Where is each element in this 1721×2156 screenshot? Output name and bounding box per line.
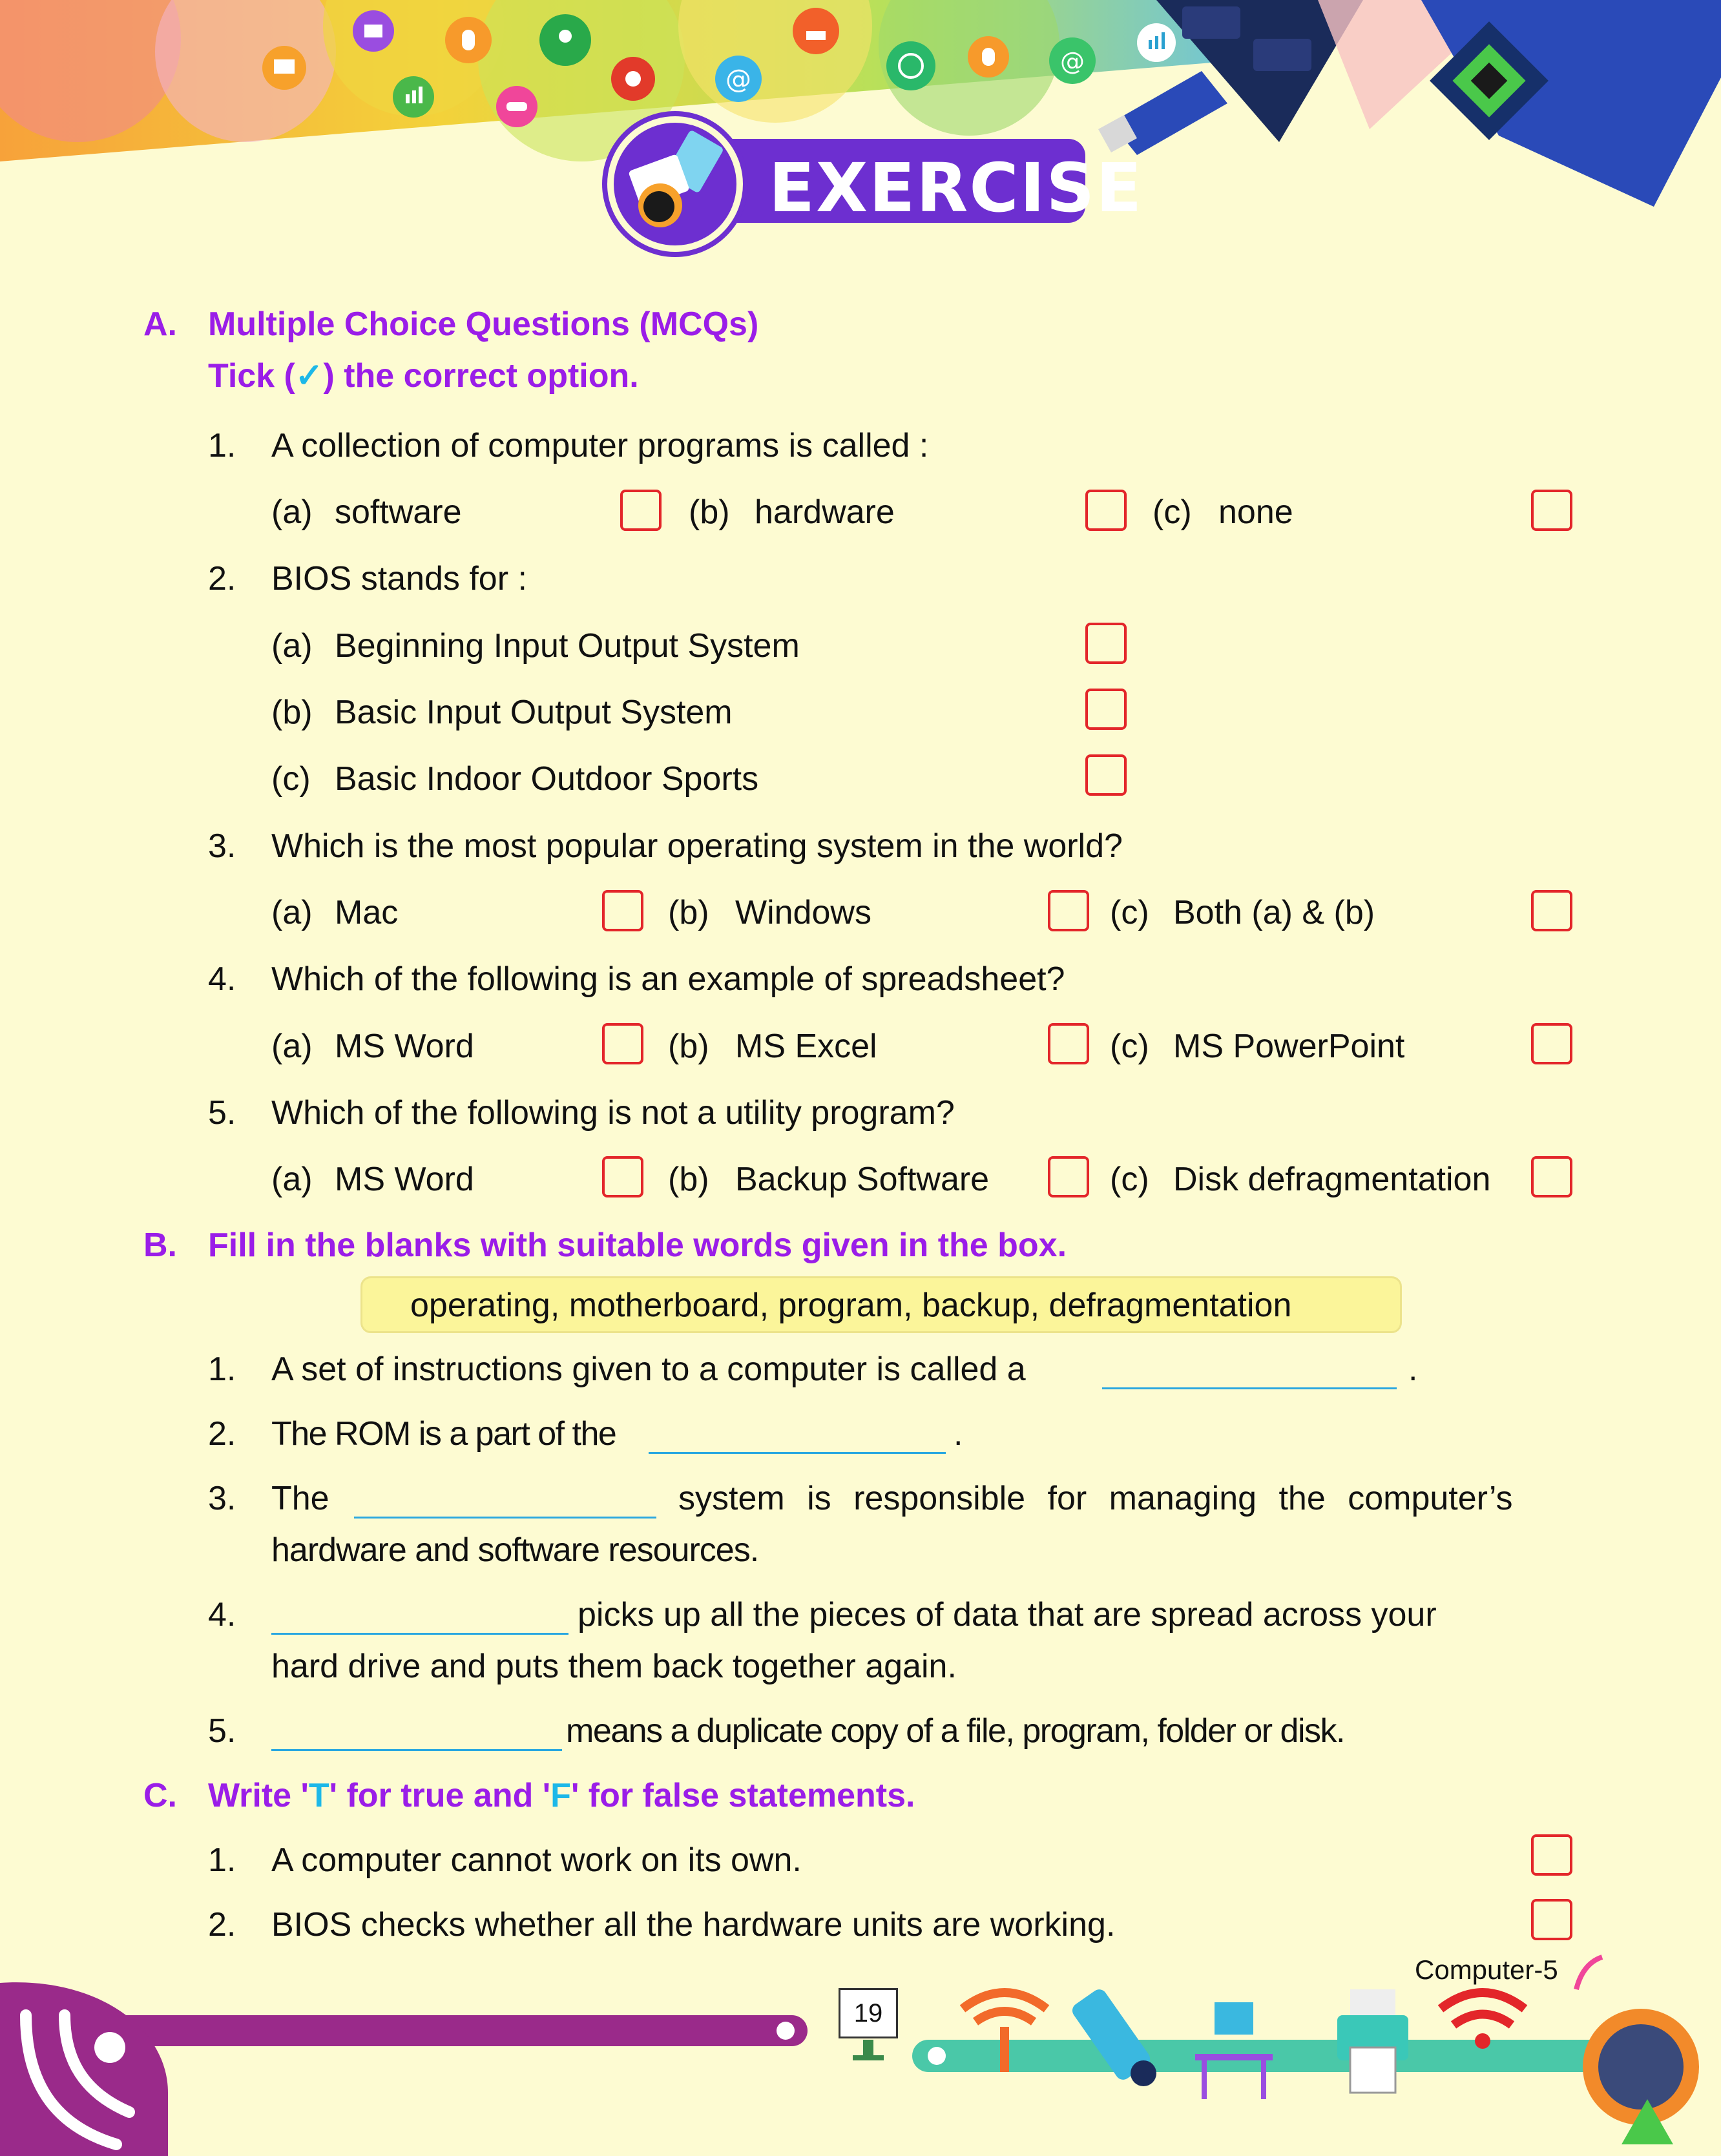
option-label: (a)	[271, 1028, 313, 1065]
statement-text: A computer cannot work on its own.	[271, 1841, 802, 1879]
gear-icon	[611, 57, 655, 101]
answer-checkbox[interactable]	[1048, 890, 1089, 931]
at-icon	[715, 56, 762, 102]
blank-text: means a duplicate copy of a file, program, folder or disk.	[566, 1712, 1344, 1750]
option-label: (a)	[271, 894, 313, 931]
exercise-title	[607, 116, 1143, 245]
section-a-instruction: Tick (✓) the correct option.	[208, 357, 639, 395]
answer-checkbox[interactable]	[1085, 689, 1127, 730]
mouse-icon	[445, 17, 492, 63]
option-text: MS PowerPoint	[1173, 1028, 1405, 1065]
section-b-letter: B.	[143, 1227, 177, 1264]
option-label: (b)	[689, 493, 730, 531]
blank-text: picks up all the pieces of data that are spread across your	[578, 1596, 1437, 1633]
answer-checkbox[interactable]	[602, 1156, 643, 1197]
svg-text:@: @	[1060, 47, 1085, 76]
option-text: hardware	[755, 493, 895, 531]
statement-number: 1.	[208, 1841, 236, 1879]
blank-text: The ROM is a part of the	[271, 1415, 616, 1453]
bar-chart-icon	[1137, 23, 1176, 62]
question-number: 1.	[208, 427, 236, 464]
fill-blank[interactable]	[271, 1633, 568, 1635]
option-text: MS Word	[335, 1028, 474, 1065]
question-number: 2.	[208, 560, 236, 597]
answer-checkbox[interactable]	[1048, 1156, 1089, 1197]
option-text: Basic Input Output System	[335, 694, 733, 731]
users-icon	[539, 14, 591, 66]
section-c-title: Write 'T' for true and 'F' for false statements.	[208, 1777, 915, 1814]
question-text: Which of the following is an example of spreadsheet?	[271, 960, 1065, 998]
course-label: Computer-5	[1415, 1954, 1558, 1985]
option-text: none	[1218, 493, 1293, 531]
answer-checkbox[interactable]	[1085, 490, 1127, 531]
option-text: Backup Software	[735, 1161, 990, 1198]
blank-text: The	[271, 1480, 329, 1517]
fill-blank[interactable]	[271, 1749, 562, 1751]
option-text: Both (a) & (b)	[1173, 894, 1375, 931]
satellite-dish-icon	[1576, 1957, 1699, 2144]
blank-number: 2.	[208, 1415, 236, 1453]
answer-checkbox[interactable]	[1085, 623, 1127, 664]
option-text: Windows	[735, 894, 871, 931]
blank-text: A set of instructions given to a computer is called a	[271, 1351, 1026, 1388]
answer-checkbox[interactable]	[1531, 490, 1572, 531]
answer-checkbox[interactable]	[1531, 890, 1572, 931]
answer-checkbox[interactable]	[1531, 1023, 1572, 1064]
question-text: Which of the following is not a utility program?	[271, 1094, 955, 1132]
option-label: (a)	[271, 627, 313, 665]
blank-text: system is responsible for managing the computer’s	[678, 1480, 1513, 1517]
blank-text-line2: hard drive and puts them back together again.	[271, 1648, 957, 1685]
option-label: (c)	[1110, 894, 1149, 931]
question-number: 3.	[208, 827, 236, 865]
chart-icon	[393, 76, 434, 118]
option-label: (a)	[271, 1161, 313, 1198]
blank-number: 4.	[208, 1596, 236, 1633]
blank-text-line2: hardware and software resources.	[271, 1531, 759, 1569]
blank-text-end: .	[954, 1415, 963, 1453]
monitor-icon	[262, 46, 306, 90]
answer-checkbox[interactable]	[1085, 754, 1127, 796]
option-label: (c)	[1110, 1028, 1149, 1065]
question-number: 4.	[208, 960, 236, 998]
section-a-title: Multiple Choice Questions (MCQs)	[208, 306, 759, 343]
gamepad-icon	[496, 86, 537, 127]
fill-blank[interactable]	[354, 1517, 656, 1519]
upload-icon	[793, 8, 839, 54]
fill-blank[interactable]	[1102, 1387, 1397, 1389]
statement-number: 2.	[208, 1906, 236, 1944]
blank-number: 3.	[208, 1480, 236, 1517]
laptop-user-icon	[607, 116, 743, 252]
question-text: BIOS stands for :	[271, 560, 527, 597]
globe-icon	[886, 41, 935, 90]
answer-checkbox[interactable]	[1048, 1023, 1089, 1064]
section-b-title: Fill in the blanks with suitable words given in the box.	[208, 1227, 1067, 1264]
option-label: (a)	[271, 493, 313, 531]
printer-icon	[1337, 1989, 1408, 2093]
answer-checkbox[interactable]	[602, 890, 643, 931]
folder-icon	[353, 10, 394, 52]
option-text: software	[335, 493, 462, 531]
blank-text-end: .	[1408, 1351, 1418, 1388]
option-text: MS Word	[335, 1161, 474, 1198]
option-text: Mac	[335, 894, 399, 931]
question-number: 5.	[208, 1094, 236, 1132]
option-text: Disk defragmentation	[1173, 1161, 1491, 1198]
svg-text:@: @	[725, 65, 751, 94]
option-label: (c)	[271, 760, 311, 798]
true-false-box[interactable]	[1531, 1899, 1572, 1940]
blank-number: 1.	[208, 1351, 236, 1388]
option-label: (c)	[1153, 493, 1192, 531]
tick-icon: ✓	[295, 357, 324, 395]
fill-blank[interactable]	[649, 1452, 946, 1454]
option-label: (b)	[668, 1028, 709, 1065]
page-title: EXERCISE	[769, 149, 1143, 227]
option-text: Basic Indoor Outdoor Sports	[335, 760, 759, 798]
answer-checkbox[interactable]	[1531, 1156, 1572, 1197]
blank-number: 5.	[208, 1712, 236, 1750]
section-c-letter: C.	[143, 1777, 177, 1814]
word-box	[360, 1276, 1402, 1333]
section-a-letter: A.	[143, 306, 177, 343]
option-label: (c)	[1110, 1161, 1149, 1198]
page-number: 19	[839, 1988, 898, 2038]
at-icon-2	[1049, 37, 1096, 84]
mouse-icon-2	[968, 36, 1009, 78]
answer-checkbox[interactable]	[602, 1023, 643, 1064]
true-false-box[interactable]	[1531, 1834, 1572, 1876]
answer-checkbox[interactable]	[620, 490, 662, 531]
option-label: (b)	[271, 694, 313, 731]
word-box-text: operating, motherboard, program, backup, defragmentation	[410, 1287, 1292, 1324]
question-text: Which is the most popular operating system in the world?	[271, 827, 1123, 865]
option-text: MS Excel	[735, 1028, 877, 1065]
option-text: Beginning Input Output System	[335, 627, 800, 665]
option-label: (b)	[668, 1161, 709, 1198]
question-text: A collection of computer programs is called :	[271, 427, 929, 464]
option-label: (b)	[668, 894, 709, 931]
statement-text: BIOS checks whether all the hardware units are working.	[271, 1906, 1116, 1944]
